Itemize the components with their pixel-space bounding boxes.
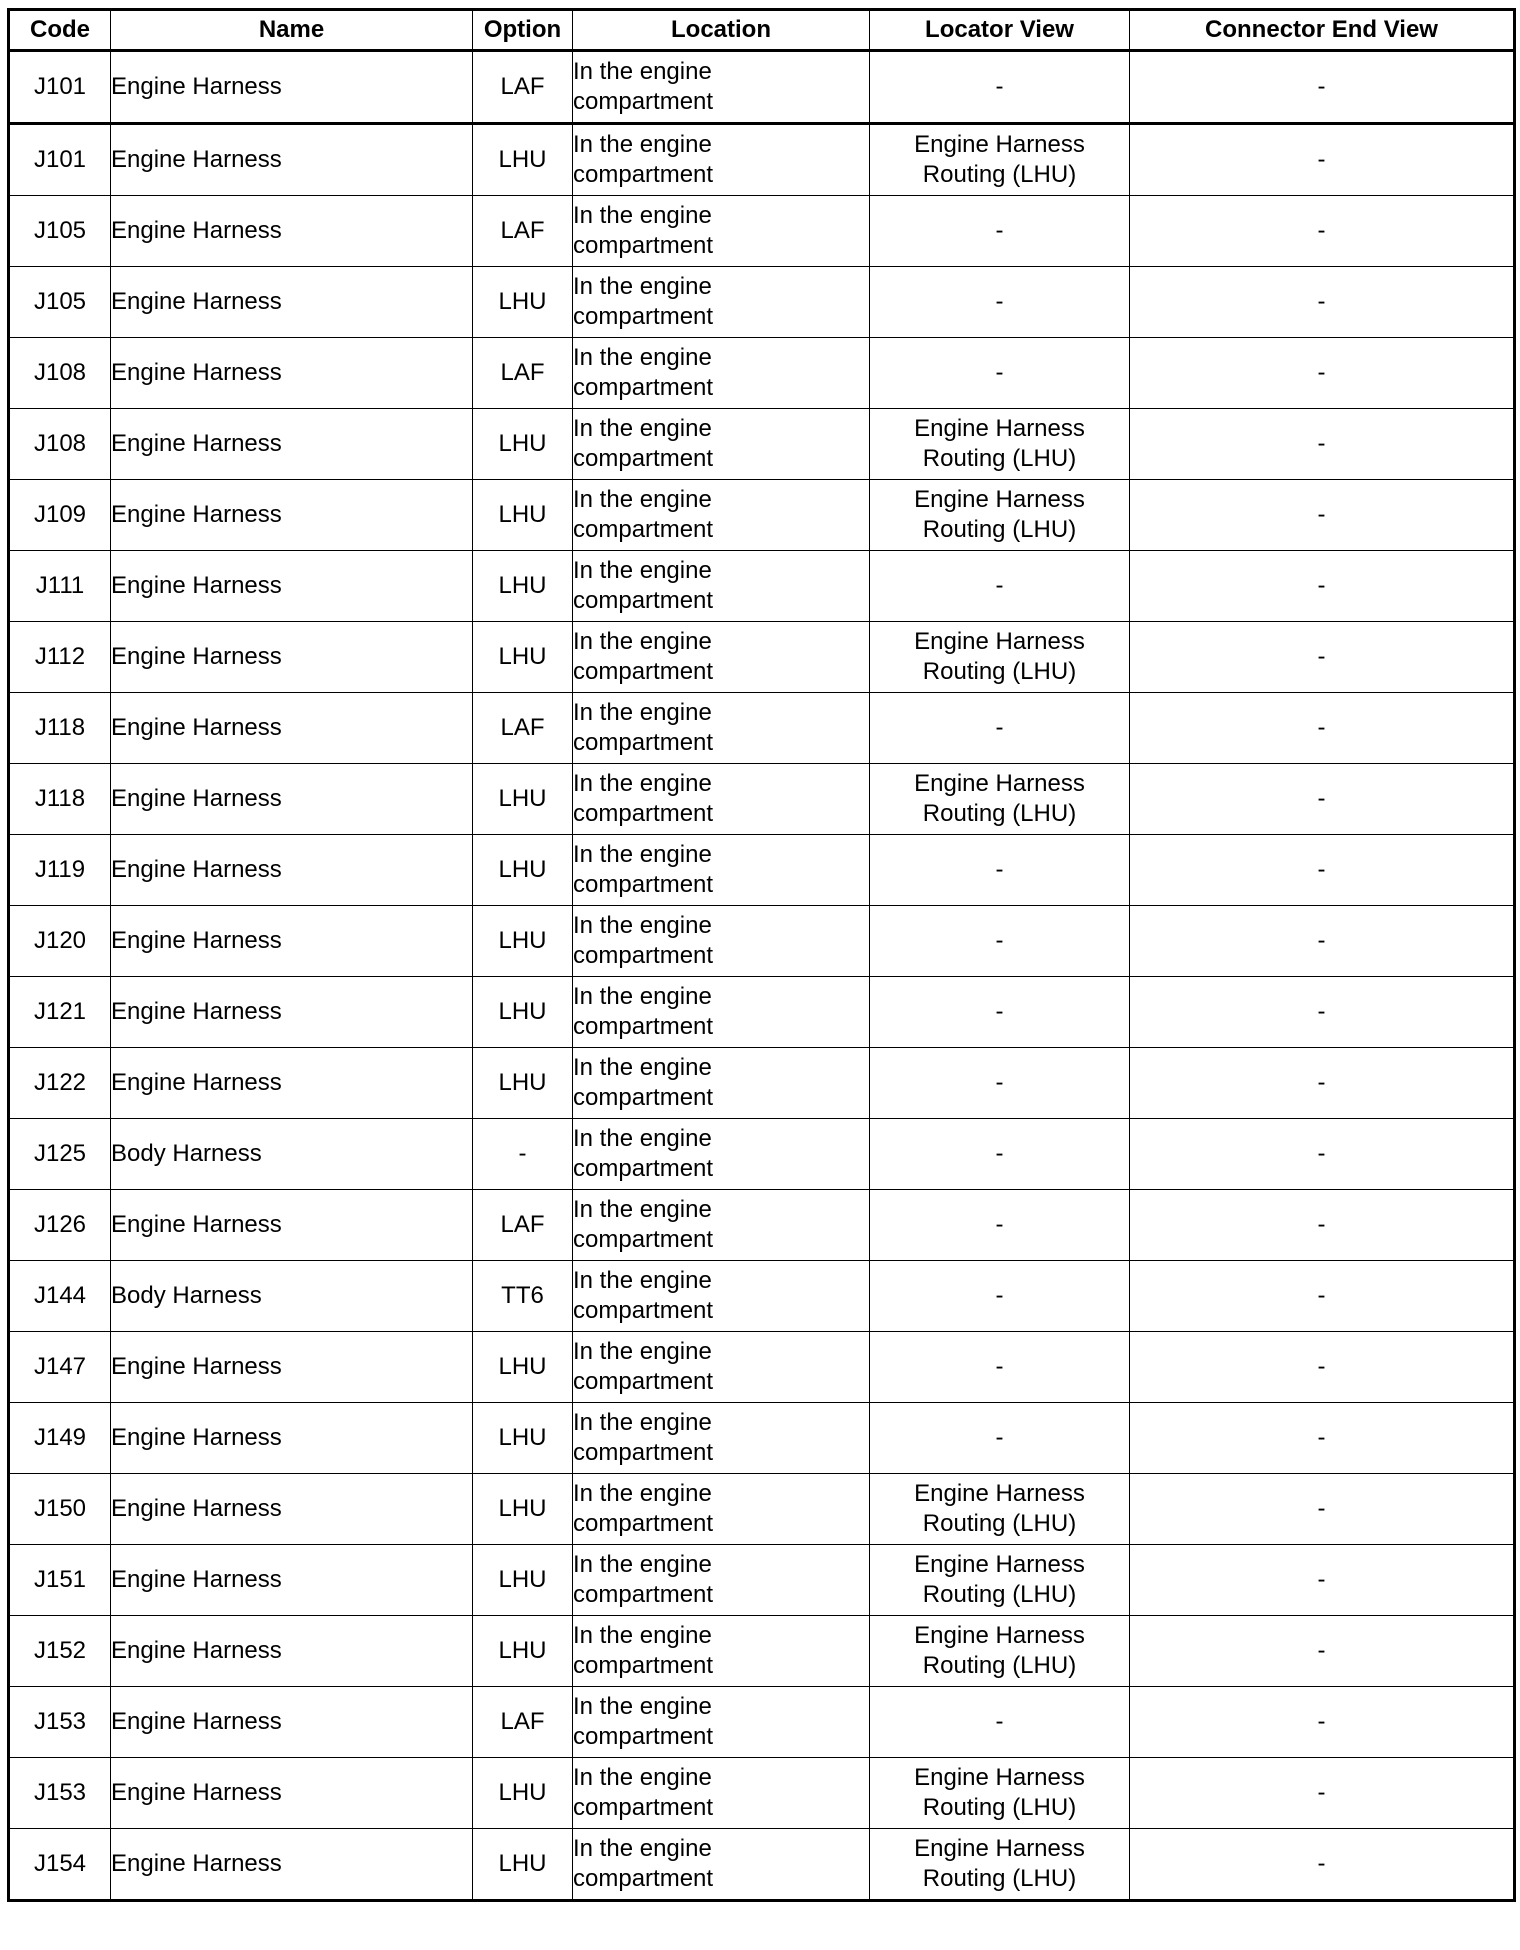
table-row bbox=[9, 1119, 1515, 1190]
cell-option: LHU bbox=[473, 1403, 573, 1474]
cell-option: LHU bbox=[473, 124, 573, 196]
table-row bbox=[9, 51, 1515, 124]
cell-option: LAF bbox=[473, 1190, 573, 1261]
location-line: compartment bbox=[573, 516, 714, 543]
table-row bbox=[9, 551, 1515, 622]
locator-line: Routing (LHU) bbox=[922, 1865, 1077, 1892]
cell-option: LHU bbox=[473, 267, 573, 338]
location-line: compartment bbox=[573, 1297, 714, 1324]
locator-line: Routing (LHU) bbox=[922, 1794, 1077, 1821]
cell-location bbox=[573, 1048, 870, 1119]
locator-line: Routing (LHU) bbox=[922, 516, 1077, 543]
table-row bbox=[9, 1261, 1515, 1332]
cell-locator-view bbox=[870, 1048, 1130, 1119]
location-line: compartment bbox=[573, 1226, 714, 1253]
cell-locator-view bbox=[870, 693, 1130, 764]
cell-connector-end-view: - bbox=[1130, 1474, 1515, 1545]
cell-connector-end-view: - bbox=[1130, 906, 1515, 977]
cell-option: TT6 bbox=[473, 1261, 573, 1332]
table-row bbox=[9, 622, 1515, 693]
locator-line: - bbox=[995, 1353, 1004, 1380]
cell-option: LAF bbox=[473, 51, 573, 124]
cell-code: J108 bbox=[9, 409, 111, 480]
cell-connector-end-view: - bbox=[1130, 338, 1515, 409]
cell-name: Engine Harness bbox=[111, 622, 473, 693]
cell-connector-end-view: - bbox=[1130, 1048, 1515, 1119]
cell-location bbox=[573, 1687, 870, 1758]
locator-line: Routing (LHU) bbox=[922, 1652, 1077, 1679]
table-row bbox=[9, 764, 1515, 835]
cell-locator-view bbox=[870, 1758, 1130, 1829]
location-line: In the engine bbox=[573, 770, 712, 797]
header-row bbox=[9, 10, 1515, 51]
cell-connector-end-view: - bbox=[1130, 1545, 1515, 1616]
location-line: In the engine bbox=[573, 1125, 712, 1152]
locator-line: - bbox=[995, 572, 1004, 599]
locator-line: Engine Harness bbox=[914, 1622, 1085, 1649]
location-line: compartment bbox=[573, 232, 714, 259]
location-line: In the engine bbox=[573, 983, 712, 1010]
table-row bbox=[9, 906, 1515, 977]
location-line: In the engine bbox=[573, 1693, 712, 1720]
cell-location bbox=[573, 1758, 870, 1829]
table-header bbox=[9, 10, 1515, 51]
cell-connector-end-view: - bbox=[1130, 622, 1515, 693]
cell-connector-end-view: - bbox=[1130, 977, 1515, 1048]
location-line: In the engine bbox=[573, 912, 712, 939]
table-row bbox=[9, 1474, 1515, 1545]
cell-location bbox=[573, 693, 870, 764]
cell-location bbox=[573, 835, 870, 906]
cell-locator-view bbox=[870, 409, 1130, 480]
location-line: In the engine bbox=[573, 1338, 712, 1365]
cell-code: J121 bbox=[9, 977, 111, 1048]
location-line: compartment bbox=[573, 1013, 714, 1040]
location-line: In the engine bbox=[573, 1622, 712, 1649]
cell-location bbox=[573, 51, 870, 124]
locator-line: Engine Harness bbox=[914, 131, 1085, 158]
locator-line: Engine Harness bbox=[914, 1551, 1085, 1578]
cell-option: LAF bbox=[473, 693, 573, 764]
cell-name: Engine Harness bbox=[111, 1758, 473, 1829]
cell-locator-view bbox=[870, 1616, 1130, 1687]
locator-line: - bbox=[995, 217, 1004, 244]
header-location: Location bbox=[573, 10, 870, 51]
cell-connector-end-view: - bbox=[1130, 835, 1515, 906]
cell-option: LHU bbox=[473, 409, 573, 480]
cell-name: Engine Harness bbox=[111, 1687, 473, 1758]
location-line: compartment bbox=[573, 1723, 714, 1750]
location-line: In the engine bbox=[573, 841, 712, 868]
cell-name: Engine Harness bbox=[111, 551, 473, 622]
locator-line: Engine Harness bbox=[914, 1764, 1085, 1791]
cell-location bbox=[573, 622, 870, 693]
table-row bbox=[9, 196, 1515, 267]
cell-option: LAF bbox=[473, 196, 573, 267]
cell-connector-end-view: - bbox=[1130, 1616, 1515, 1687]
locator-line: - bbox=[995, 1140, 1004, 1167]
cell-name: Engine Harness bbox=[111, 1403, 473, 1474]
location-line: compartment bbox=[573, 88, 714, 115]
locator-line: Routing (LHU) bbox=[922, 161, 1077, 188]
cell-name: Body Harness bbox=[111, 1261, 473, 1332]
location-line: compartment bbox=[573, 1084, 714, 1111]
cell-code: J150 bbox=[9, 1474, 111, 1545]
cell-locator-view bbox=[870, 551, 1130, 622]
locator-line: - bbox=[995, 856, 1004, 883]
table-row bbox=[9, 835, 1515, 906]
table-row bbox=[9, 977, 1515, 1048]
cell-name: Engine Harness bbox=[111, 1190, 473, 1261]
cell-locator-view bbox=[870, 480, 1130, 551]
cell-location bbox=[573, 551, 870, 622]
cell-name: Engine Harness bbox=[111, 480, 473, 551]
locator-line: - bbox=[995, 927, 1004, 954]
cell-connector-end-view: - bbox=[1130, 693, 1515, 764]
header-code: Code bbox=[9, 10, 111, 51]
locator-line: Engine Harness bbox=[914, 486, 1085, 513]
locator-line: - bbox=[995, 714, 1004, 741]
cell-code: J120 bbox=[9, 906, 111, 977]
cell-location bbox=[573, 338, 870, 409]
table-row bbox=[9, 338, 1515, 409]
cell-location bbox=[573, 409, 870, 480]
cell-option: LHU bbox=[473, 835, 573, 906]
table-body bbox=[9, 51, 1515, 1901]
header-name: Name bbox=[111, 10, 473, 51]
location-line: In the engine bbox=[573, 1835, 712, 1862]
cell-option: LHU bbox=[473, 1616, 573, 1687]
location-line: compartment bbox=[573, 1794, 714, 1821]
cell-option: LHU bbox=[473, 480, 573, 551]
cell-locator-view bbox=[870, 1119, 1130, 1190]
table-row bbox=[9, 1545, 1515, 1616]
cell-connector-end-view: - bbox=[1130, 51, 1515, 124]
cell-code: J147 bbox=[9, 1332, 111, 1403]
cell-locator-view bbox=[870, 1474, 1130, 1545]
cell-code: J118 bbox=[9, 764, 111, 835]
table-row bbox=[9, 1048, 1515, 1119]
cell-locator-view bbox=[870, 1829, 1130, 1901]
cell-locator-view bbox=[870, 1261, 1130, 1332]
location-line: In the engine bbox=[573, 1764, 712, 1791]
cell-location bbox=[573, 1190, 870, 1261]
location-line: In the engine bbox=[573, 344, 712, 371]
locator-line: - bbox=[995, 998, 1004, 1025]
cell-connector-end-view: - bbox=[1130, 1403, 1515, 1474]
cell-locator-view bbox=[870, 1332, 1130, 1403]
table-row bbox=[9, 1332, 1515, 1403]
location-line: compartment bbox=[573, 1581, 714, 1608]
cell-name: Engine Harness bbox=[111, 267, 473, 338]
cell-connector-end-view: - bbox=[1130, 1758, 1515, 1829]
cell-connector-end-view: - bbox=[1130, 1190, 1515, 1261]
cell-locator-view bbox=[870, 51, 1130, 124]
location-line: compartment bbox=[573, 729, 714, 756]
table-row bbox=[9, 1829, 1515, 1901]
location-line: compartment bbox=[573, 1439, 714, 1466]
location-line: In the engine bbox=[573, 202, 712, 229]
location-line: In the engine bbox=[573, 1267, 712, 1294]
cell-code: J108 bbox=[9, 338, 111, 409]
cell-option: LHU bbox=[473, 906, 573, 977]
cell-location bbox=[573, 1829, 870, 1901]
cell-code: J126 bbox=[9, 1190, 111, 1261]
cell-name: Engine Harness bbox=[111, 906, 473, 977]
location-line: compartment bbox=[573, 587, 714, 614]
location-line: compartment bbox=[573, 1155, 714, 1182]
cell-option: LAF bbox=[473, 338, 573, 409]
location-line: compartment bbox=[573, 1368, 714, 1395]
cell-connector-end-view: - bbox=[1130, 267, 1515, 338]
locator-line: Routing (LHU) bbox=[922, 658, 1077, 685]
location-line: In the engine bbox=[573, 131, 712, 158]
cell-locator-view bbox=[870, 1403, 1130, 1474]
location-line: compartment bbox=[573, 374, 714, 401]
cell-option: LHU bbox=[473, 1474, 573, 1545]
cell-locator-view bbox=[870, 622, 1130, 693]
cell-location bbox=[573, 124, 870, 196]
location-line: In the engine bbox=[573, 699, 712, 726]
location-line: compartment bbox=[573, 1652, 714, 1679]
cell-connector-end-view: - bbox=[1130, 1829, 1515, 1901]
cell-connector-end-view: - bbox=[1130, 1687, 1515, 1758]
cell-code: J111 bbox=[9, 551, 111, 622]
cell-name: Engine Harness bbox=[111, 1545, 473, 1616]
cell-location bbox=[573, 1616, 870, 1687]
cell-code: J153 bbox=[9, 1687, 111, 1758]
cell-name: Body Harness bbox=[111, 1119, 473, 1190]
cell-name: Engine Harness bbox=[111, 338, 473, 409]
table-row bbox=[9, 1687, 1515, 1758]
locator-line: - bbox=[995, 288, 1004, 315]
locator-line: Engine Harness bbox=[914, 628, 1085, 655]
cell-code: J119 bbox=[9, 835, 111, 906]
locator-line: Routing (LHU) bbox=[922, 1510, 1077, 1537]
locator-line: Routing (LHU) bbox=[922, 1581, 1077, 1608]
cell-locator-view bbox=[870, 1687, 1130, 1758]
cell-code: J154 bbox=[9, 1829, 111, 1901]
cell-locator-view bbox=[870, 196, 1130, 267]
cell-name: Engine Harness bbox=[111, 835, 473, 906]
connector-table-container bbox=[7, 8, 1513, 1902]
cell-name: Engine Harness bbox=[111, 977, 473, 1048]
cell-connector-end-view: - bbox=[1130, 1261, 1515, 1332]
table-row bbox=[9, 1190, 1515, 1261]
cell-location bbox=[573, 1332, 870, 1403]
cell-option: LHU bbox=[473, 977, 573, 1048]
cell-code: J149 bbox=[9, 1403, 111, 1474]
cell-location bbox=[573, 764, 870, 835]
cell-option: LHU bbox=[473, 1829, 573, 1901]
cell-connector-end-view: - bbox=[1130, 196, 1515, 267]
cell-code: J101 bbox=[9, 124, 111, 196]
cell-locator-view bbox=[870, 338, 1130, 409]
location-line: compartment bbox=[573, 161, 714, 188]
locator-line: - bbox=[995, 1424, 1004, 1451]
cell-code: J122 bbox=[9, 1048, 111, 1119]
cell-name: Engine Harness bbox=[111, 196, 473, 267]
cell-name: Engine Harness bbox=[111, 1048, 473, 1119]
cell-locator-view bbox=[870, 1545, 1130, 1616]
cell-location bbox=[573, 1261, 870, 1332]
cell-code: J118 bbox=[9, 693, 111, 764]
locator-line: Engine Harness bbox=[914, 415, 1085, 442]
table-row bbox=[9, 1758, 1515, 1829]
locator-line: - bbox=[995, 1708, 1004, 1735]
cell-name: Engine Harness bbox=[111, 1474, 473, 1545]
cell-option: LHU bbox=[473, 1332, 573, 1403]
table-row bbox=[9, 693, 1515, 764]
cell-name: Engine Harness bbox=[111, 1829, 473, 1901]
cell-locator-view bbox=[870, 835, 1130, 906]
locator-line: - bbox=[995, 1282, 1004, 1309]
cell-locator-view bbox=[870, 977, 1130, 1048]
location-line: In the engine bbox=[573, 1196, 712, 1223]
cell-code: J105 bbox=[9, 267, 111, 338]
cell-code: J101 bbox=[9, 51, 111, 124]
locator-line: Engine Harness bbox=[914, 1480, 1085, 1507]
location-line: compartment bbox=[573, 445, 714, 472]
cell-code: J109 bbox=[9, 480, 111, 551]
cell-name: Engine Harness bbox=[111, 1332, 473, 1403]
table-row bbox=[9, 480, 1515, 551]
location-line: compartment bbox=[573, 942, 714, 969]
header-option: Option bbox=[473, 10, 573, 51]
location-line: In the engine bbox=[573, 273, 712, 300]
cell-locator-view bbox=[870, 764, 1130, 835]
cell-option: LHU bbox=[473, 1048, 573, 1119]
location-line: compartment bbox=[573, 871, 714, 898]
cell-option: LHU bbox=[473, 622, 573, 693]
cell-code: J125 bbox=[9, 1119, 111, 1190]
table-row bbox=[9, 1616, 1515, 1687]
cell-code: J151 bbox=[9, 1545, 111, 1616]
cell-name: Engine Harness bbox=[111, 764, 473, 835]
locator-line: - bbox=[995, 359, 1004, 386]
location-line: In the engine bbox=[573, 1480, 712, 1507]
table-row bbox=[9, 409, 1515, 480]
cell-connector-end-view: - bbox=[1130, 764, 1515, 835]
cell-locator-view bbox=[870, 906, 1130, 977]
header-locator-view: Locator View bbox=[870, 10, 1130, 51]
connector-table bbox=[7, 8, 1516, 1902]
table-row bbox=[9, 1403, 1515, 1474]
cell-option: - bbox=[473, 1119, 573, 1190]
cell-location bbox=[573, 1545, 870, 1616]
locator-line: - bbox=[995, 73, 1004, 100]
location-line: compartment bbox=[573, 303, 714, 330]
cell-code: J152 bbox=[9, 1616, 111, 1687]
cell-connector-end-view: - bbox=[1130, 551, 1515, 622]
cell-name: Engine Harness bbox=[111, 693, 473, 764]
cell-option: LHU bbox=[473, 764, 573, 835]
cell-location bbox=[573, 267, 870, 338]
location-line: compartment bbox=[573, 800, 714, 827]
location-line: In the engine bbox=[573, 557, 712, 584]
cell-connector-end-view: - bbox=[1130, 1332, 1515, 1403]
cell-name: Engine Harness bbox=[111, 1616, 473, 1687]
cell-location bbox=[573, 906, 870, 977]
locator-line: - bbox=[995, 1069, 1004, 1096]
location-line: compartment bbox=[573, 658, 714, 685]
locator-line: Routing (LHU) bbox=[922, 445, 1077, 472]
location-line: In the engine bbox=[573, 486, 712, 513]
location-line: In the engine bbox=[573, 415, 712, 442]
cell-connector-end-view: - bbox=[1130, 124, 1515, 196]
location-line: compartment bbox=[573, 1865, 714, 1892]
location-line: compartment bbox=[573, 1510, 714, 1537]
cell-locator-view bbox=[870, 267, 1130, 338]
cell-location bbox=[573, 1403, 870, 1474]
locator-line: Engine Harness bbox=[914, 1835, 1085, 1862]
cell-connector-end-view: - bbox=[1130, 1119, 1515, 1190]
cell-code: J144 bbox=[9, 1261, 111, 1332]
locator-line: Routing (LHU) bbox=[922, 800, 1077, 827]
cell-locator-view bbox=[870, 1190, 1130, 1261]
cell-name: Engine Harness bbox=[111, 124, 473, 196]
locator-line: Engine Harness bbox=[914, 770, 1085, 797]
cell-name: Engine Harness bbox=[111, 409, 473, 480]
cell-location bbox=[573, 480, 870, 551]
cell-location bbox=[573, 1119, 870, 1190]
cell-name: Engine Harness bbox=[111, 51, 473, 124]
locator-line: - bbox=[995, 1211, 1004, 1238]
location-line: In the engine bbox=[573, 1551, 712, 1578]
location-line: In the engine bbox=[573, 1409, 712, 1436]
cell-option: LAF bbox=[473, 1687, 573, 1758]
cell-connector-end-view: - bbox=[1130, 409, 1515, 480]
cell-locator-view bbox=[870, 124, 1130, 196]
cell-code: J153 bbox=[9, 1758, 111, 1829]
table-row bbox=[9, 267, 1515, 338]
location-line: In the engine bbox=[573, 58, 712, 85]
cell-option: LHU bbox=[473, 1758, 573, 1829]
header-connector-end-view: Connector End View bbox=[1130, 10, 1515, 51]
location-line: In the engine bbox=[573, 1054, 712, 1081]
cell-location bbox=[573, 1474, 870, 1545]
cell-option: LHU bbox=[473, 1545, 573, 1616]
cell-code: J105 bbox=[9, 196, 111, 267]
cell-location bbox=[573, 977, 870, 1048]
cell-connector-end-view: - bbox=[1130, 480, 1515, 551]
cell-option: LHU bbox=[473, 551, 573, 622]
cell-location bbox=[573, 196, 870, 267]
location-line: In the engine bbox=[573, 628, 712, 655]
cell-code: J112 bbox=[9, 622, 111, 693]
table-row bbox=[9, 124, 1515, 196]
